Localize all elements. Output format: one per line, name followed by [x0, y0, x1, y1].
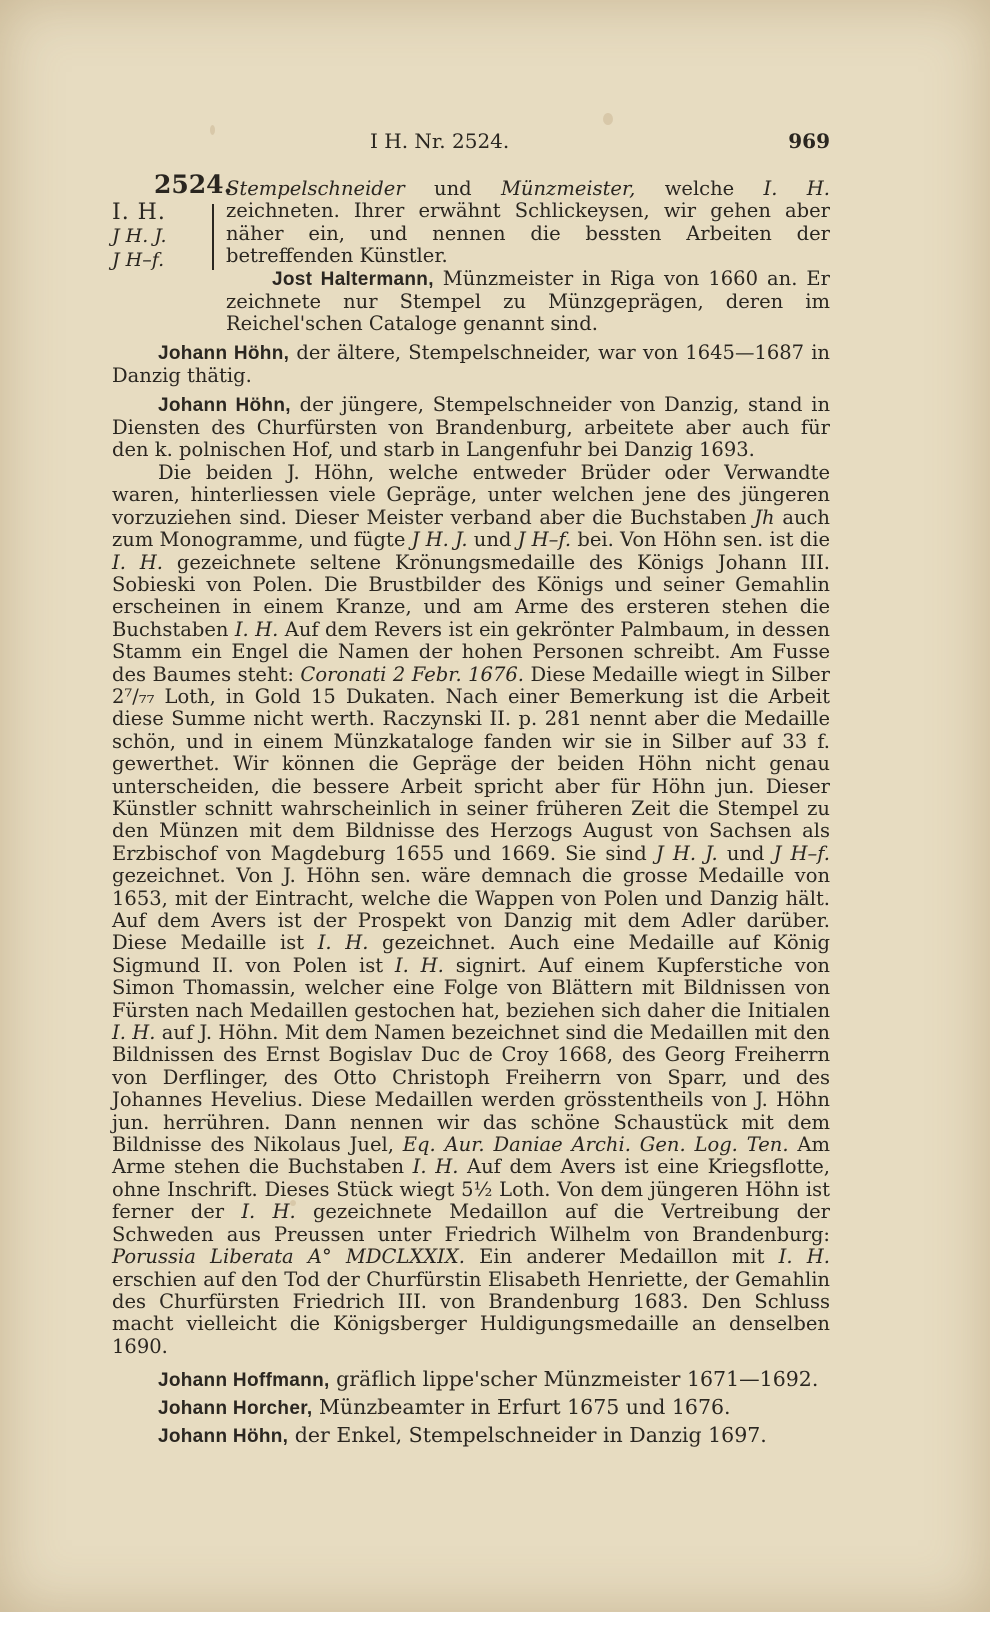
paragraph-horcher: Johann Horcher, Münzbeamter in Erfurt 1675 und 1676. — [158, 1395, 731, 1420]
monogram-marks — [112, 170, 233, 274]
paragraph-hoffmann: Johann Hoffmann, gräflich lippe'scher Münzmeister 1671—1692. — [158, 1367, 819, 1392]
entry-number: 2524. — [154, 170, 233, 199]
paragraph-main: Die beiden J. Höhn, welche entweder Brüder oder Verwandte waren, hinterliessen viele Gepräge, unter welchen jene des jüngeren vorzuziehen sind. Dieser Meister verband aber die Buchstaben Jh auch zum Monogramme, und fügte J H. J. und J H–f. bei. Von Höhn sen. ist die I. H. gezeichnete seltene Krönungsmedaille des Königs Johann III. Sobieski von Polen. Die Brustbilder des Königs und seiner Gemahlin erscheinen in einem Kranze, und am Arme des ersteren stehen die Buchstaben I. H. Auf dem Revers ist ein gekrönter Palmbaum, in dessen Stamm ein Engel die Namen der hohen Personen schreibt. Am Fusse des Baumes steht: Coronati 2 Febr. 1676. Diese Medaille wiegt in Silber 2⁷/₇₇ Loth, in Gold 15 Dukaten. Nach einer Bemerkung ist die Arbeit diese Summe nicht werth. Raczynski II. p. 281 nennt aber die Medaille schön, und in einem Münzkataloge fanden wir sie in Silber auf 33 f. gewerthet. Wir können die Gepräge der beiden Höhn nicht genau unterscheiden, die bessere Arbeit spricht aber für Höhn jun. Dieser Künstler schnitt wahrscheinlich in seiner früheren Zeit die Stempel zu den Münzen mit dem Bildnisse des Herzogs August von Sachsen als Erzbischof von Magdeburg 1655 und 1669. Sie sind J H. J. und J H–f. gezeichnet. Von J. Höhn sen. wäre demnach die grosse Medaille von 1653, mit der Eintracht, welche die Wappen von Polen und Danzig hält. Auf dem Avers ist der Prospekt von Danzig mit dem Adler darüber. Diese Medaille ist I. H. gezeichnet. Auch eine Medaille auf König Sigmund II. von Polen ist I. H. signirt. Auf einem Kupferstiche von Simon Thomassin, welcher eine Folge von Blättern mit Bildnissen von Fürsten nach Medaillen gestochen hat, beziehen sich daher die Initialen I. H. auf J. Höhn. Mit dem Namen bezeichnet sind die Medaillen mit den Bildnissen des Ernst Bogislav Duc de Croy 1668, des Georg Freiherrn von Derflinger, des Otto Christoph Freiherrn von Sparr, und des Johannes Hevelius. Diese Medaillen werden grösstentheils von J. Höhn jun. herrühren. Dann nennen wir das schöne Schaustück mit dem Bildnisse des Nikolaus Juel, Eq. Aur. Daniae Archi. Gen. Log. Ten. Am Arme stehen die Buchstaben I. H. Auf dem Avers ist eine Kriegsflotte, ohne Inschrift. Dieses Stück wiegt 5½ Loth. Von dem jüngeren Höhn ist ferner der I. H. gezeichnete Medaillon auf die Vertreibung der Schweden aus Preussen unter Friedrich Wilhelm von Brandenburg: Porussia Liberata A° MDCLXXIX. Ein anderer Medaillon mit I. H. erschien auf den Tod der Churfürstin Elisabeth Henriette, der Gemahlin des Churfürsten Friedrich III. von Brandenburg 1683. Den Schluss macht vielleicht die Königsberger Huldigungsmedaille an denselben 1690. — [112, 460, 831, 1358]
mark-jhf: J H–f. — [112, 249, 165, 271]
paragraph-hoehn-sen: Johann Höhn, der ältere, Stempelschneider, war von 1645—1687 in Danzig thätig. — [112, 340, 830, 388]
brace-divider — [212, 204, 220, 270]
mark-ih: I. H. — [112, 200, 166, 225]
person-name: Johann Höhn, — [158, 342, 290, 364]
person-name: Johann Höhn, — [158, 1426, 289, 1448]
paper-stain — [603, 113, 613, 125]
entry-intro: Stempelschneider und Münzmeister, welche I. H. zeichneten. Ihrer erwähnt Schlickeysen, wir gehen aber näher ein, und nennen die bessten Arbeiten der betreffenden Künstler. — [226, 177, 831, 268]
person-name: Johann Höhn, — [158, 394, 291, 416]
running-header — [112, 130, 830, 164]
running-title: I H. Nr. 2524. — [370, 129, 510, 153]
paragraph-hoehn-enkel: Johann Höhn, der Enkel, Stempelschneider in Danzig 1697. — [158, 1423, 767, 1448]
page-number: 969 — [788, 129, 830, 153]
person-name: Johann Horcher, — [158, 1398, 313, 1420]
page-text — [112, 130, 830, 1450]
entry-2524 — [112, 170, 831, 336]
paragraph-haltermann: Jost Haltermann, Münzmeister in Riga von 1660 an. Er zeichnete nur Stempel zu Münzgeprägen, deren im Reichel'schen Cataloge genannt sind. — [226, 266, 830, 336]
paragraph-hoehn-jun: Johann Höhn, der jüngere, Stempelschneider von Danzig, stand in Diensten des Churfürsten von Brandenburg, arbeitete aber auch für den k. polnischen Hof, und starb in Langenfuhr bei Danzig 1693. — [112, 392, 831, 462]
mark-jhj: J H. J. — [112, 225, 167, 247]
italic-term: Stempelschneider — [226, 177, 405, 200]
person-name: Jost Haltermann, — [272, 268, 434, 290]
closing-entries — [112, 1366, 830, 1450]
italic-mark: I. H. — [763, 177, 831, 200]
italic-term: Münzmeister, — [500, 177, 636, 200]
person-name: Johann Hoffmann, — [158, 1370, 330, 1392]
entry-body — [212, 178, 830, 336]
